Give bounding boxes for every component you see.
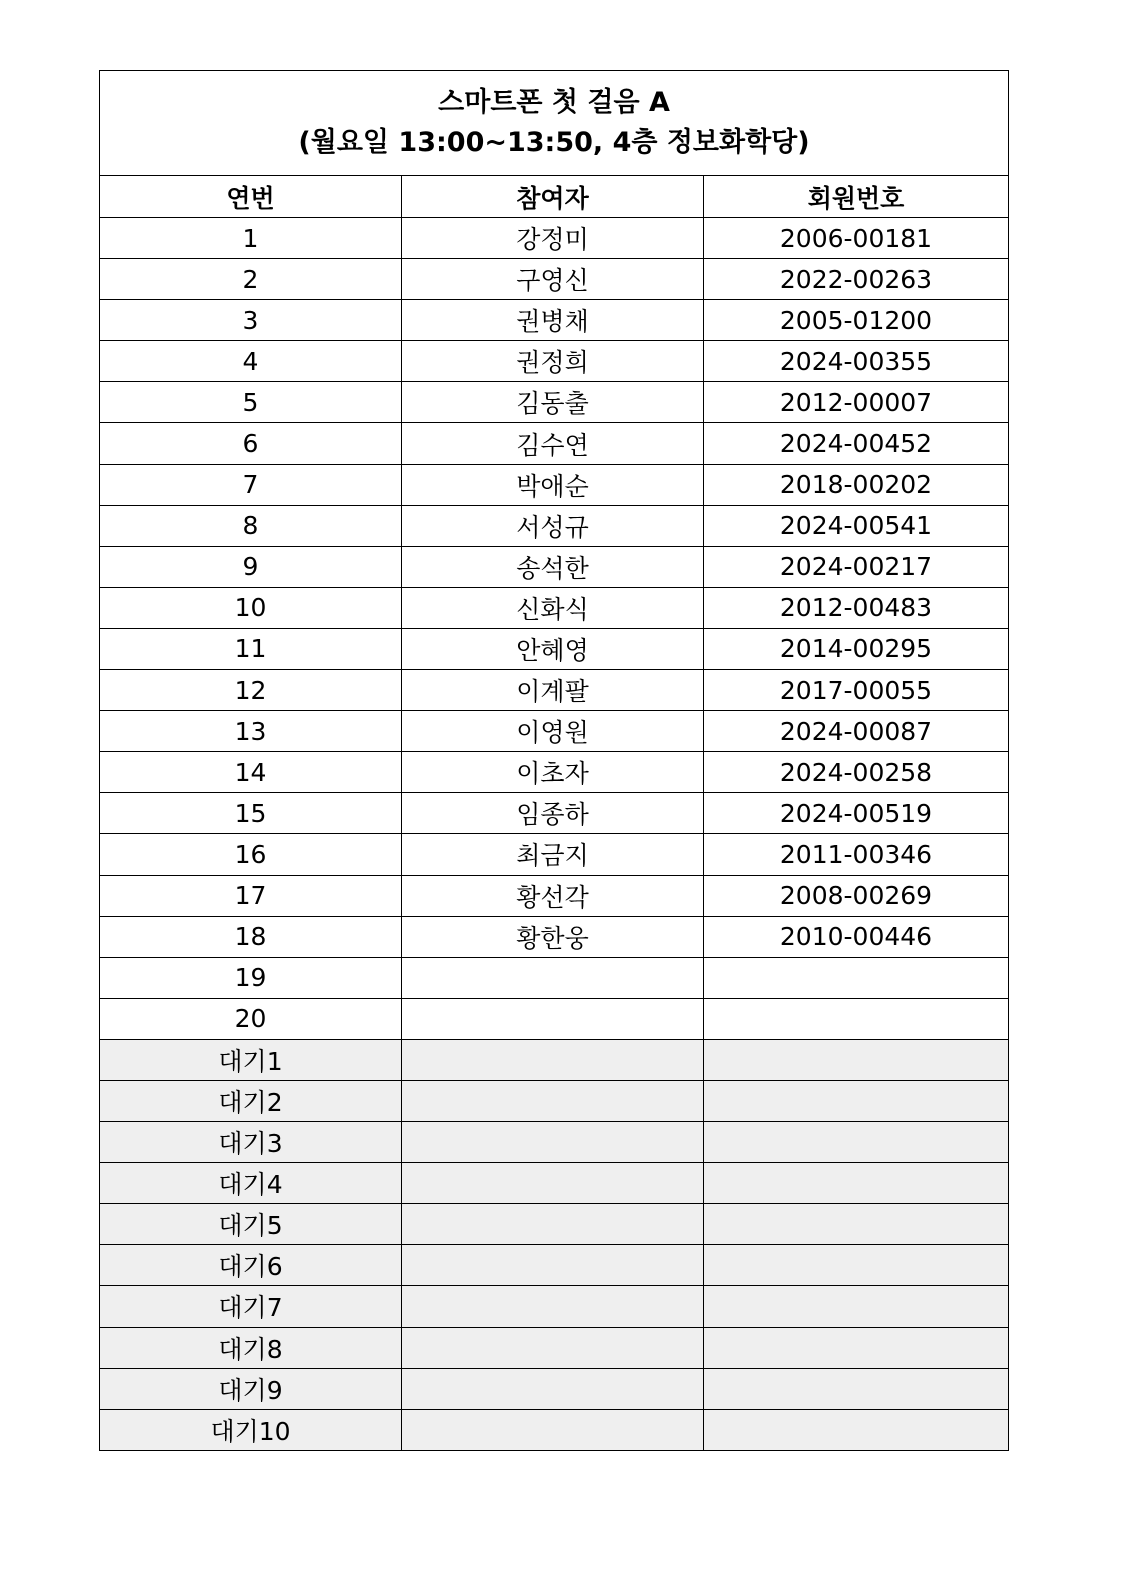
cell-participant: 이초자 [402, 752, 704, 793]
table-row [100, 587, 1009, 628]
cell-number: 7 [100, 464, 402, 505]
cell-participant: 김동출 [402, 382, 704, 423]
cell-participant: 최금지 [402, 834, 704, 875]
cell-number: 14 [100, 752, 402, 793]
cell-member-id [704, 1286, 1009, 1327]
cell-participant: 강정미 [402, 218, 704, 259]
cell-participant: 박애순 [402, 464, 704, 505]
cell-participant [402, 1368, 704, 1409]
cell-member-id: 2012-00007 [704, 382, 1009, 423]
cell-participant [402, 1204, 704, 1245]
cell-number: 5 [100, 382, 402, 423]
cell-participant [402, 1163, 704, 1204]
cell-member-id: 2024-00087 [704, 711, 1009, 752]
cell-member-id: 2008-00269 [704, 875, 1009, 916]
cell-participant: 황선각 [402, 875, 704, 916]
cell-number: 11 [100, 628, 402, 669]
cell-participant [402, 998, 704, 1039]
table-row [100, 259, 1009, 300]
cell-member-id: 2024-00452 [704, 423, 1009, 464]
cell-number: 17 [100, 875, 402, 916]
cell-member-id [704, 1327, 1009, 1368]
cell-member-id [704, 1204, 1009, 1245]
table-row [100, 218, 1009, 259]
cell-participant: 이계팔 [402, 670, 704, 711]
attendance-table [99, 70, 1009, 1451]
table-row [100, 300, 1009, 341]
cell-participant: 안혜영 [402, 628, 704, 669]
table-row [100, 464, 1009, 505]
title-row [100, 71, 1009, 176]
cell-participant [402, 1122, 704, 1163]
cell-participant: 권병채 [402, 300, 704, 341]
cell-number: 대기9 [100, 1368, 402, 1409]
table-row [100, 628, 1009, 669]
waitlist-row [100, 1080, 1009, 1121]
waitlist-row [100, 1286, 1009, 1327]
cell-participant: 구영신 [402, 259, 704, 300]
cell-member-id [704, 957, 1009, 998]
cell-number: 20 [100, 998, 402, 1039]
cell-member-id: 2014-00295 [704, 628, 1009, 669]
cell-number: 대기7 [100, 1286, 402, 1327]
cell-participant: 권정희 [402, 341, 704, 382]
waitlist-row [100, 1163, 1009, 1204]
header-row [100, 176, 1009, 218]
cell-participant [402, 1245, 704, 1286]
waitlist-row [100, 1039, 1009, 1080]
cell-number: 13 [100, 711, 402, 752]
cell-number: 대기2 [100, 1080, 402, 1121]
cell-participant [402, 1327, 704, 1368]
cell-participant [402, 1039, 704, 1080]
table-row [100, 341, 1009, 382]
cell-member-id: 2006-00181 [704, 218, 1009, 259]
cell-participant [402, 957, 704, 998]
cell-number: 대기10 [100, 1409, 402, 1450]
table-row [100, 752, 1009, 793]
cell-number: 8 [100, 505, 402, 546]
header-number: 연번 [100, 176, 402, 218]
table-row [100, 998, 1009, 1039]
cell-number: 16 [100, 834, 402, 875]
cell-participant: 신화식 [402, 587, 704, 628]
cell-member-id [704, 1368, 1009, 1409]
table-row [100, 382, 1009, 423]
cell-member-id: 2012-00483 [704, 587, 1009, 628]
cell-member-id [704, 1080, 1009, 1121]
cell-participant: 김수연 [402, 423, 704, 464]
cell-participant [402, 1286, 704, 1327]
waitlist-row [100, 1204, 1009, 1245]
title-line-1: 스마트폰 첫 걸음 A [438, 87, 670, 118]
page-title [100, 71, 1009, 176]
table-row [100, 793, 1009, 834]
cell-number: 10 [100, 587, 402, 628]
cell-member-id [704, 998, 1009, 1039]
waitlist-row [100, 1327, 1009, 1368]
cell-member-id: 2024-00541 [704, 505, 1009, 546]
cell-number: 3 [100, 300, 402, 341]
table-row [100, 834, 1009, 875]
cell-number: 대기4 [100, 1163, 402, 1204]
cell-member-id [704, 1409, 1009, 1450]
table-row [100, 546, 1009, 587]
cell-member-id: 2024-00519 [704, 793, 1009, 834]
waitlist-row [100, 1368, 1009, 1409]
table-row [100, 670, 1009, 711]
cell-member-id: 2010-00446 [704, 916, 1009, 957]
cell-member-id: 2005-01200 [704, 300, 1009, 341]
cell-number: 18 [100, 916, 402, 957]
cell-number: 대기3 [100, 1122, 402, 1163]
table-row [100, 875, 1009, 916]
table-row [100, 423, 1009, 464]
cell-number: 15 [100, 793, 402, 834]
cell-number: 12 [100, 670, 402, 711]
cell-member-id [704, 1245, 1009, 1286]
waitlist-row [100, 1409, 1009, 1450]
waitlist-row [100, 1122, 1009, 1163]
cell-number: 대기6 [100, 1245, 402, 1286]
cell-member-id: 2024-00217 [704, 546, 1009, 587]
cell-number: 대기1 [100, 1039, 402, 1080]
cell-participant [402, 1409, 704, 1450]
cell-participant: 이영원 [402, 711, 704, 752]
title-line-2: (월요일 13:00~13:50, 4층 정보화학당) [298, 127, 810, 158]
cell-participant: 임종하 [402, 793, 704, 834]
table-row [100, 957, 1009, 998]
table-row [100, 916, 1009, 957]
cell-number: 대기8 [100, 1327, 402, 1368]
cell-member-id [704, 1163, 1009, 1204]
cell-number: 6 [100, 423, 402, 464]
cell-participant [402, 1080, 704, 1121]
waitlist-row [100, 1245, 1009, 1286]
cell-number: 19 [100, 957, 402, 998]
cell-number: 9 [100, 546, 402, 587]
header-member-id: 회원번호 [704, 176, 1009, 218]
table-row [100, 505, 1009, 546]
cell-participant: 서성규 [402, 505, 704, 546]
cell-member-id: 2018-00202 [704, 464, 1009, 505]
cell-member-id: 2024-00355 [704, 341, 1009, 382]
cell-member-id: 2011-00346 [704, 834, 1009, 875]
cell-participant: 황한웅 [402, 916, 704, 957]
table-row [100, 711, 1009, 752]
cell-member-id [704, 1039, 1009, 1080]
cell-member-id: 2024-00258 [704, 752, 1009, 793]
cell-participant: 송석한 [402, 546, 704, 587]
header-participant: 참여자 [402, 176, 704, 218]
cell-number: 2 [100, 259, 402, 300]
cell-member-id: 2022-00263 [704, 259, 1009, 300]
cell-number: 1 [100, 218, 402, 259]
cell-number: 4 [100, 341, 402, 382]
cell-number: 대기5 [100, 1204, 402, 1245]
cell-member-id [704, 1122, 1009, 1163]
cell-member-id: 2017-00055 [704, 670, 1009, 711]
